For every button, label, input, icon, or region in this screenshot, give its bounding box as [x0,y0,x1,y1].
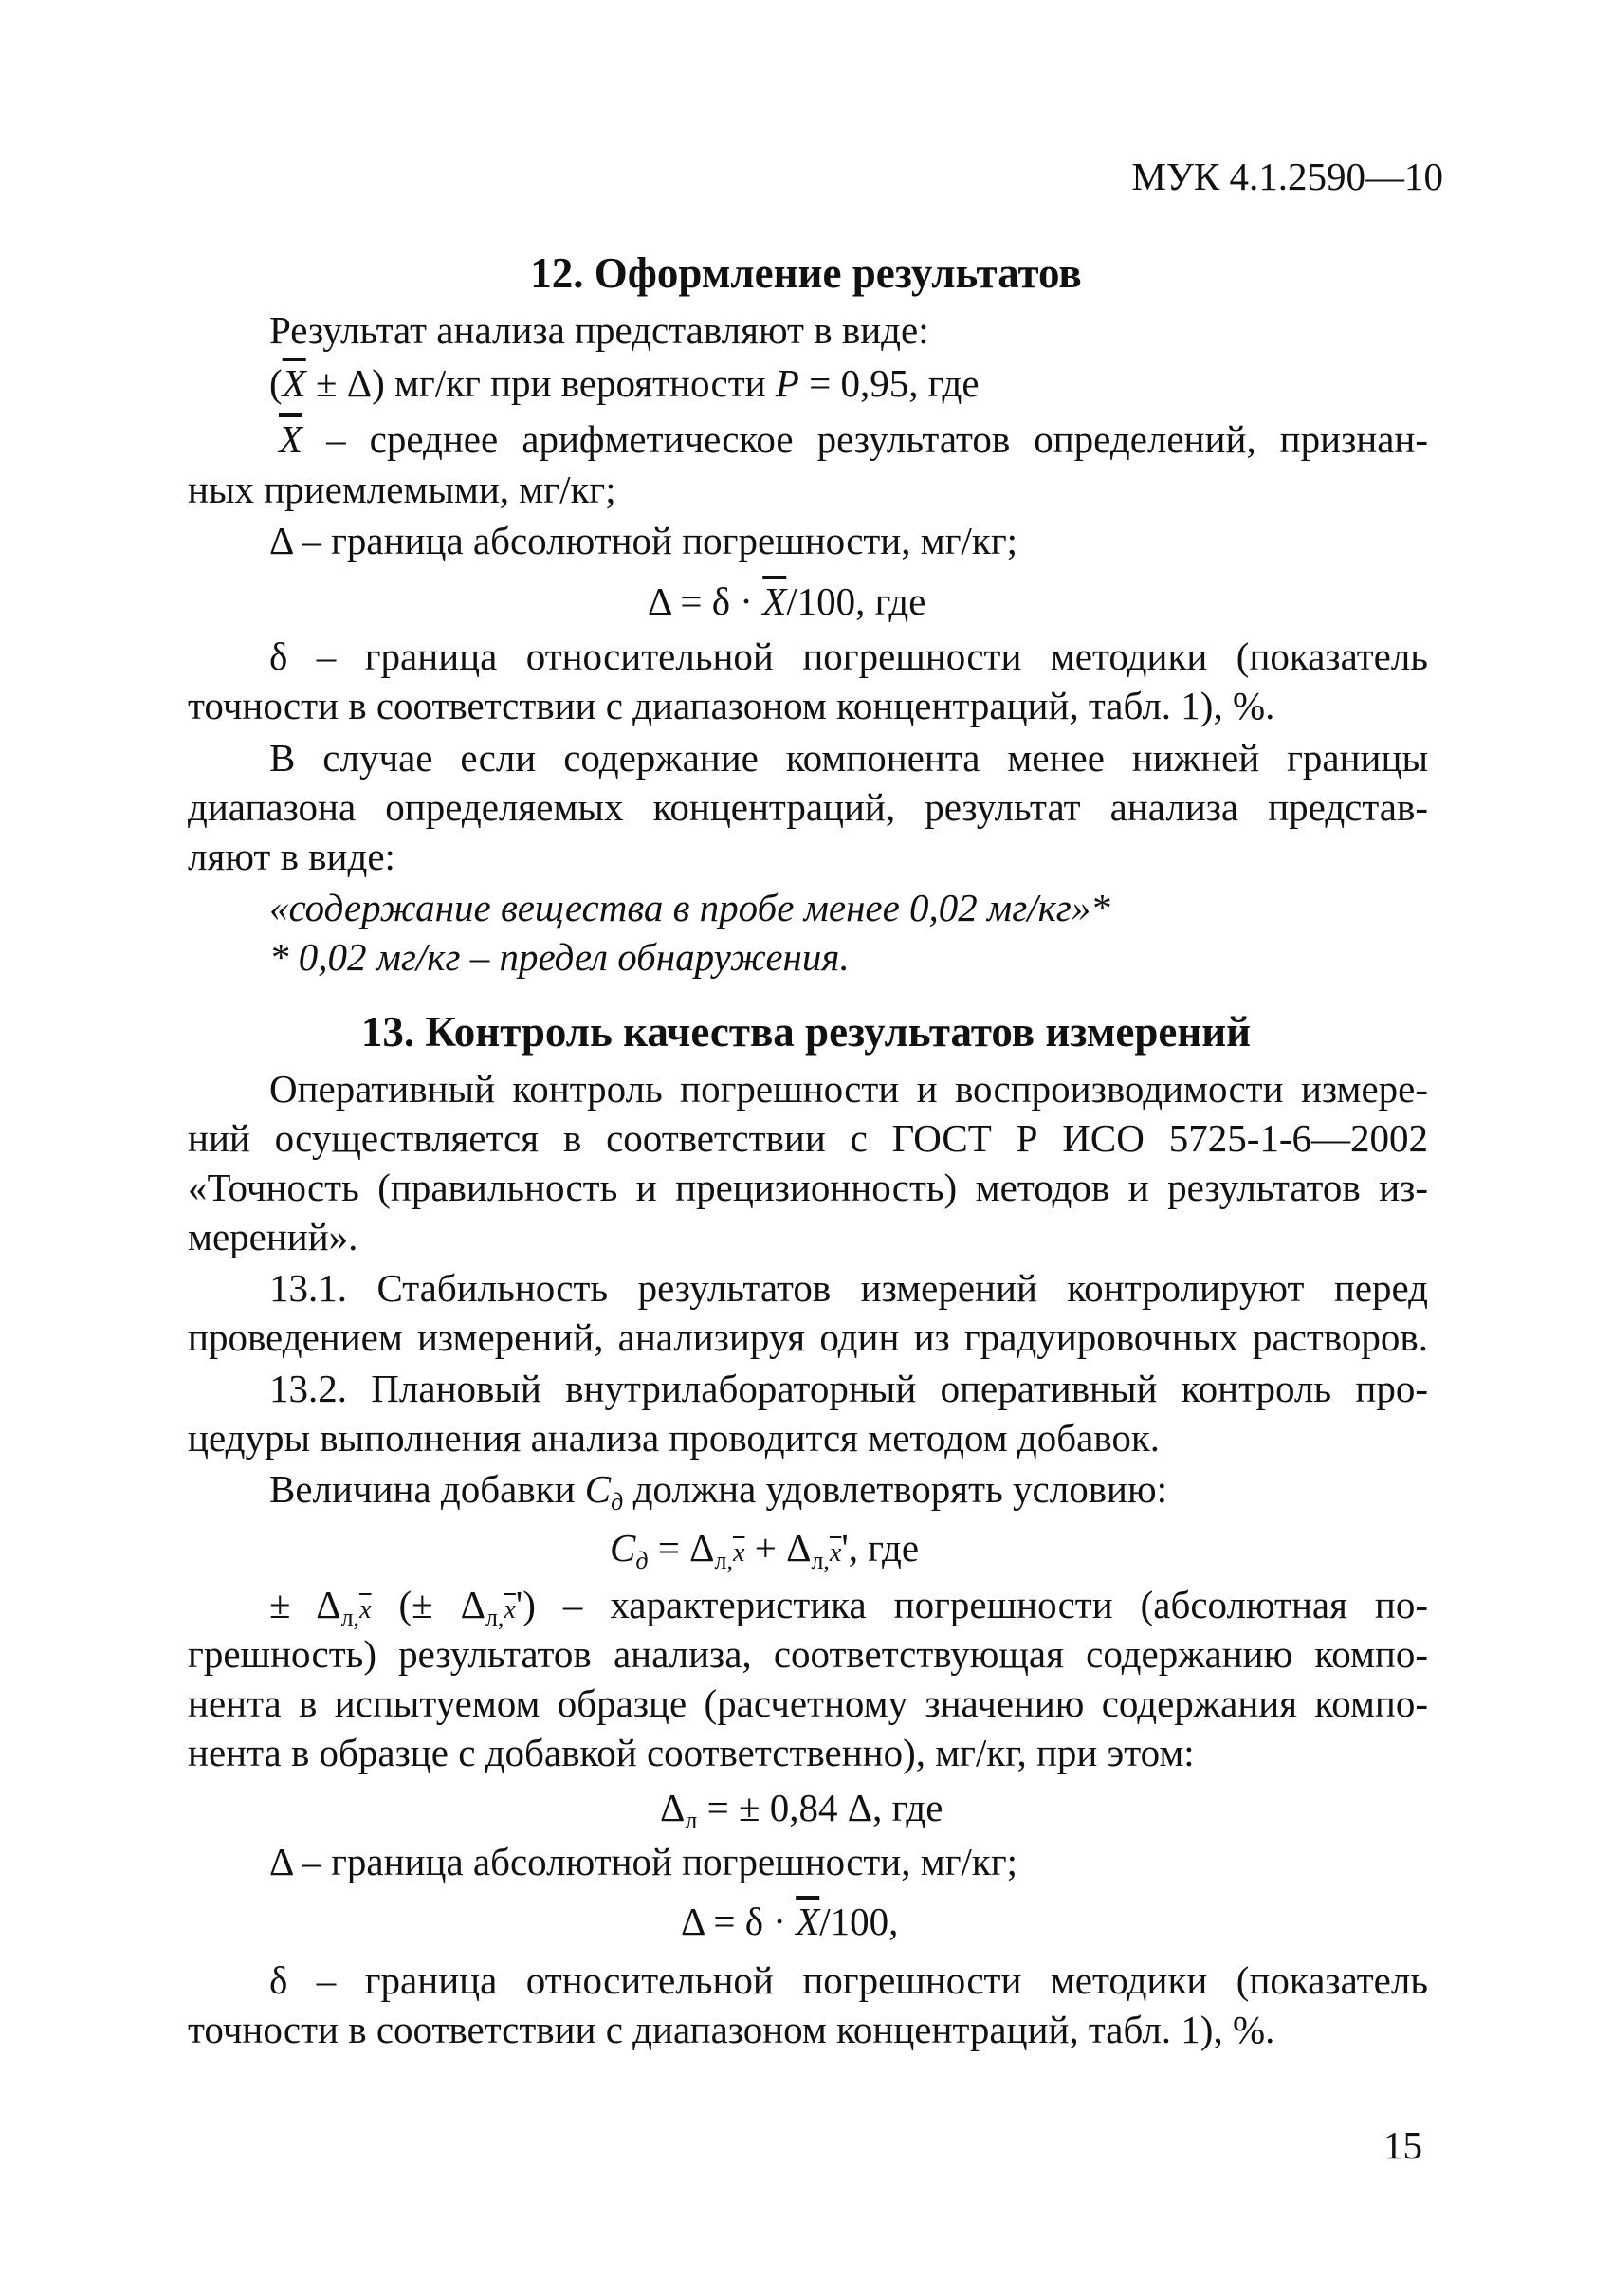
document-code: МУК 4.1.2590—10 [1131,155,1443,198]
error-characteristic-3: нента в испытуемом образце (расчетному значению содержания компо- [188,1681,1428,1725]
delta-definition: Δ – граница абсолютной погрешности, мг/кг; [269,519,1018,562]
section-13-title: 13. Контроль качества результатов измерений [360,1008,1252,1056]
control-paragraph: Оперативный контроль погрешности и воспроизводимости измере- [269,1067,1428,1111]
error-characteristic-2: грешность) результатов анализа, соответствующая содержанию компо- [188,1632,1428,1676]
section-12-title: 12. Оформление результатов [530,249,1082,297]
error-characteristic-4: нента в образце с добавкой соответственно), мг/кг, при этом: [188,1731,1195,1774]
formula-delta-l: $\Delta_л$ = ± 0,84 Δ, где [660,1786,943,1834]
stability-paragraph-2: проведением измерений, анализируя один из градуировочных растворов. [188,1315,1428,1359]
case-paragraph-cont: диапазона определяемых концентраций, результат анализа представ- [188,785,1428,829]
error-characteristic: ± $\Delta_{л,}\overline{x}$ (± $\Delta_{л,}\overline{x}'$) – характеристика погрешности (абсолютная по- [269,1583,1429,1631]
case-paragraph: В случае если содержание компонента менее нижней границы [269,736,1428,780]
case-paragraph-end: ляют в виде: [188,835,395,878]
control-paragraph-4: мерений». [188,1215,358,1258]
x-bar-symbol: $\overline{X}$ [796,1900,820,1943]
additive-condition: Величина добавки $C_д$ должна удовлетворять условию: [269,1467,1168,1515]
x-bar-symbol: $\overline{X}$ [762,579,787,623]
planned-control-paragraph-2: цедуры выполнения анализа проводится методом добавок. [188,1416,1161,1460]
xbar-definition: $\overline{X}$ – среднее арифметическое результатов определений, признан- [279,417,1428,461]
delta-rel-definition: δ – граница относительной погрешности методики (показатель [269,634,1428,678]
xbar-definition-cont: ных приемлемыми, мг/кг; [188,468,616,511]
formula-delta: $\Delta = \delta \cdot \overline{X}/100$, где [648,579,926,623]
stability-paragraph: 13.1. Стабильность результатов измерений контролируют перед [269,1266,1428,1310]
formula-result: $(\overline{X} \pm \Delta)$ мг/кг при вероятности P = 0,95, где [269,361,980,405]
detection-footnote: * 0,02 мг/кг – предел обнаружения. [269,935,850,979]
results-intro: Результат анализа представляют в виде: [269,308,929,352]
formula-delta-2: $\Delta = \delta \cdot \overline{X}/100$, [681,1900,899,1943]
formula-additive: $C_д = \Delta_{л,}\overline{x} + \Delta_{л,}\overline{x}'$, где [610,1526,920,1574]
control-paragraph-3: «Точность (правильность и прецизионность) методов и результатов из- [188,1166,1428,1209]
detection-quote: «содержание вещества в пробе менее 0,02 мг/кг»* [269,886,1110,929]
x-bar-symbol: $\overline{X}$ [279,417,303,461]
delta-rel-definition-2-cont: точности в соответствии с диапазоном концентраций, табл. 1), %. [188,2008,1275,2051]
delta-rel-definition-2: δ – граница относительной погрешности методики (показатель [269,1958,1428,2002]
control-paragraph-2: ний осуществляется в соответствии с ГОСТ Р ИСО 5725-1-6—2002 [188,1116,1428,1160]
delta-rel-definition-cont: точности в соответствии с диапазоном концентраций, табл. 1), %. [188,684,1275,727]
delta-definition-2: Δ – граница абсолютной погрешности, мг/кг; [269,1840,1018,1883]
page-number: 15 [1383,2123,1422,2167]
x-bar-symbol: $\overline{X}$ [282,361,306,405]
planned-control-paragraph: 13.2. Плановый внутрилабораторный оперативный контроль про- [269,1367,1428,1410]
